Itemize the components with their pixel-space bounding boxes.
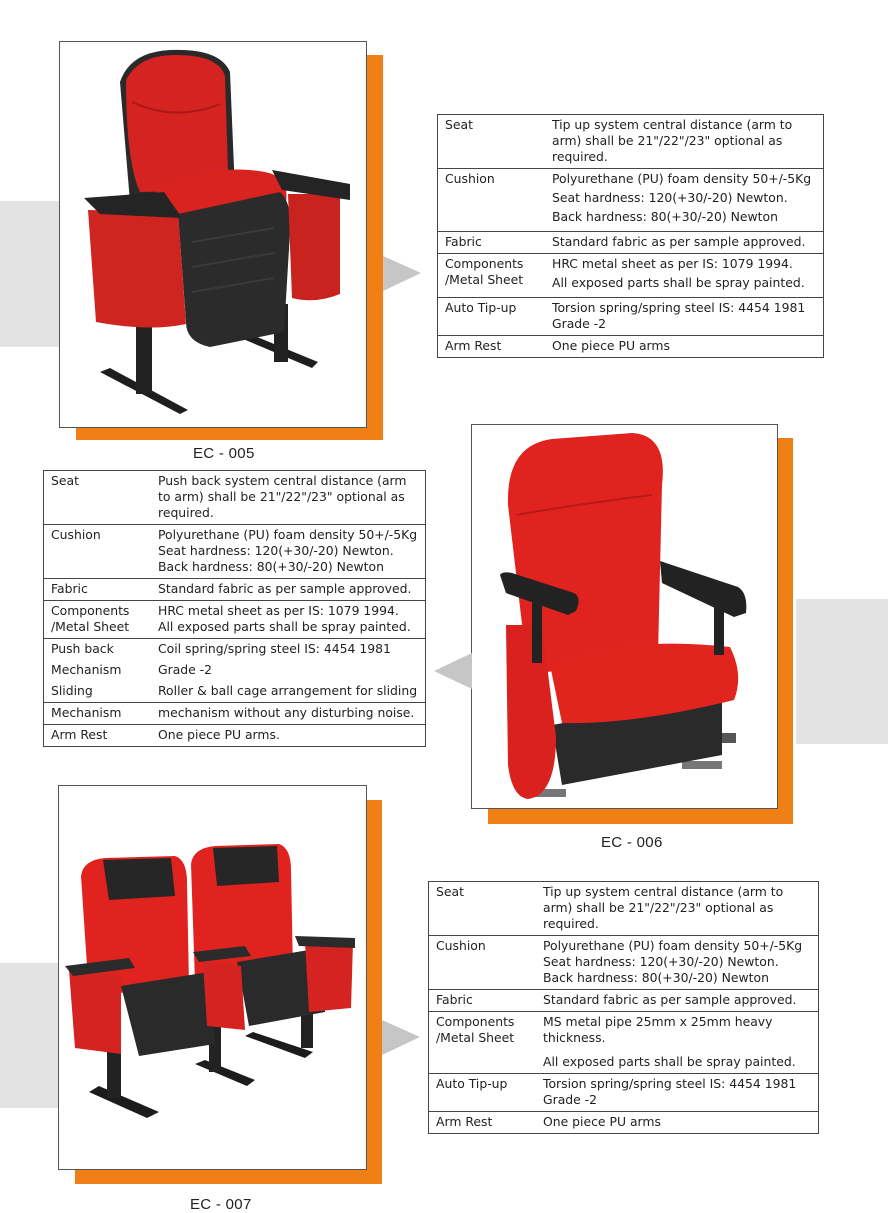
spec-value	[151, 639, 426, 661]
spec-label-line: Mechanism	[51, 662, 122, 677]
spec-label	[438, 254, 546, 298]
spec-value-line: Standard fabric as per sample approved.	[552, 234, 806, 249]
spec-label	[44, 639, 152, 661]
spec-label-line: /Metal Sheet	[436, 1030, 515, 1045]
spec-value-line: Back hardness: 80(+30/-20) Newton	[543, 970, 769, 985]
spec-row	[429, 882, 819, 936]
spec-label-line: Auto Tip-up	[445, 300, 517, 315]
spec-label-line: Sliding	[51, 683, 93, 698]
spec-label-line: Arm Rest	[51, 727, 108, 742]
spec-row	[438, 115, 824, 169]
spec-value	[151, 601, 426, 639]
spec-row	[438, 169, 824, 232]
spec-label	[429, 990, 537, 1012]
spec-value-line: Seat hardness: 120(+30/-20) Newton.	[552, 190, 788, 205]
spec-value	[536, 1112, 819, 1134]
spec-value	[151, 660, 426, 703]
spec-label	[429, 1112, 537, 1134]
pointer-arrow-ec005	[383, 254, 423, 294]
spec-value	[151, 725, 426, 747]
spec-label	[438, 169, 546, 232]
spec-value	[545, 254, 824, 298]
spec-value-line: Coil spring/spring steel IS: 4454 1981	[158, 641, 391, 656]
spec-row	[44, 660, 426, 703]
spec-value-line: Torsion spring/spring steel IS: 4454 1981 Grade -2	[552, 300, 806, 331]
spec-label	[429, 1012, 537, 1074]
spec-table-ec007	[428, 881, 819, 1134]
spec-value	[151, 703, 426, 725]
spec-value	[536, 1012, 819, 1074]
spec-value	[536, 1074, 819, 1112]
spec-label-line: Seat	[436, 884, 464, 899]
spec-value-line: mechanism without any disturbing noise.	[158, 705, 415, 720]
spec-value-line: One piece PU arms	[543, 1114, 661, 1129]
product-photo-ec006	[471, 424, 778, 809]
spec-label-line: Arm Rest	[436, 1114, 493, 1129]
spec-label	[44, 471, 152, 525]
spec-value	[545, 336, 824, 358]
spec-value-line: Tip up system central distance (arm to arm) shall be 21"/22"/23" optional as required.	[552, 117, 793, 164]
spec-label-line: Fabric	[436, 992, 473, 1007]
spec-value	[536, 990, 819, 1012]
spec-label-line: Cushion	[445, 171, 495, 186]
spec-value	[545, 169, 824, 232]
pointer-arrow-ec006	[432, 651, 472, 691]
spec-value-line: MS metal pipe 25mm x 25mm heavy thickness.	[543, 1014, 773, 1045]
spec-label	[438, 115, 546, 169]
spec-row	[44, 579, 426, 601]
spec-label	[44, 660, 152, 703]
spec-label-line: Seat	[445, 117, 473, 132]
chair-ec005-image	[60, 42, 366, 427]
spec-label	[438, 298, 546, 336]
spec-value-line: All exposed parts shall be spray painted.	[552, 275, 805, 290]
chair-ec006-image	[472, 425, 777, 808]
spec-value-line: One piece PU arms.	[158, 727, 280, 742]
spec-value-line: Polyurethane (PU) foam density 50+/-5Kg	[543, 938, 803, 953]
spec-label-line: Arm Rest	[445, 338, 502, 353]
spec-label-line: Mechanism	[51, 705, 122, 720]
spec-value	[536, 936, 819, 990]
spec-label-line: Seat	[51, 473, 79, 488]
spec-value	[536, 882, 819, 936]
spec-value-line: Seat hardness: 120(+30/-20) Newton.	[543, 954, 779, 969]
spec-label	[438, 232, 546, 254]
spec-row	[429, 990, 819, 1012]
spec-label	[429, 882, 537, 936]
side-band-left-top	[0, 201, 62, 347]
spec-row	[44, 639, 426, 661]
spec-label-line: Components	[436, 1014, 515, 1029]
spec-value-line: Polyurethane (PU) foam density 50+/-5Kg	[552, 171, 812, 186]
spec-value-line: HRC metal sheet as per IS: 1079 1994.	[552, 256, 793, 271]
spec-label	[429, 936, 537, 990]
spec-label-line: Cushion	[51, 527, 101, 542]
spec-value-line: Back hardness: 80(+30/-20) Newton	[552, 209, 778, 224]
spec-row	[44, 703, 426, 725]
product-caption-ec007: EC - 007	[190, 1196, 252, 1213]
product-photo-ec007	[58, 785, 367, 1170]
spec-label	[44, 703, 152, 725]
spec-table-ec006	[43, 470, 426, 747]
spec-value	[545, 298, 824, 336]
spec-value	[151, 579, 426, 601]
spec-row	[438, 336, 824, 358]
spec-row	[429, 1012, 819, 1074]
spec-value-line: Roller & ball cage arrangement for sliding	[158, 683, 418, 698]
spec-label-line: Fabric	[51, 581, 88, 596]
spec-value	[545, 115, 824, 169]
spec-label-line: Components	[445, 256, 524, 271]
spec-value-line: All exposed parts shall be spray painted.	[543, 1054, 796, 1069]
spec-value-line: One piece PU arms	[552, 338, 670, 353]
pointer-arrow-ec007	[382, 1018, 422, 1058]
spec-value	[151, 471, 426, 525]
spec-label	[44, 525, 152, 579]
spec-value-line: Polyurethane (PU) foam density 50+/-5Kg	[158, 527, 418, 542]
spec-label-line: /Metal Sheet	[51, 619, 130, 634]
spec-value-line: HRC metal sheet as per IS: 1079 1994.	[158, 603, 399, 618]
chair-ec007-image	[59, 786, 366, 1169]
spec-label-line: Auto Tip-up	[436, 1076, 508, 1091]
spec-value	[545, 232, 824, 254]
spec-value-line: All exposed parts shall be spray painted.	[158, 619, 411, 634]
spec-label	[44, 601, 152, 639]
spec-row	[429, 1112, 819, 1134]
spec-label	[429, 1074, 537, 1112]
side-band-left-bottom	[0, 963, 62, 1108]
spec-value-line: Push back system central distance (arm to arm) shall be 21"/22"/23" optional as required.	[158, 473, 407, 520]
spec-value-line: Torsion spring/spring steel IS: 4454 1981 Grade -2	[543, 1076, 797, 1107]
spec-value-line: Seat hardness: 120(+30/-20) Newton.	[158, 543, 394, 558]
product-photo-ec005	[59, 41, 367, 428]
spec-value-line: Standard fabric as per sample approved.	[543, 992, 797, 1007]
spec-value-line: Standard fabric as per sample approved.	[158, 581, 412, 596]
spec-row	[44, 525, 426, 579]
spec-row	[438, 232, 824, 254]
spec-row	[429, 936, 819, 990]
spec-value-line: Grade -2	[158, 662, 213, 677]
spec-label-line: Cushion	[436, 938, 486, 953]
spec-row	[44, 601, 426, 639]
spec-value-line: Back hardness: 80(+30/-20) Newton	[158, 559, 384, 574]
spec-value	[151, 525, 426, 579]
spec-label	[44, 725, 152, 747]
spec-label-line: Push back	[51, 641, 114, 656]
spec-table-ec005	[437, 114, 824, 358]
spec-row	[44, 471, 426, 525]
spec-label-line: Fabric	[445, 234, 482, 249]
spec-label	[44, 579, 152, 601]
spec-label-line: Components	[51, 603, 130, 618]
spec-row	[429, 1074, 819, 1112]
spec-row	[44, 725, 426, 747]
spec-row	[438, 298, 824, 336]
spec-label-line: /Metal Sheet	[445, 272, 524, 287]
spec-label	[438, 336, 546, 358]
product-caption-ec006: EC - 006	[601, 834, 663, 851]
side-band-right-middle	[796, 599, 888, 744]
product-caption-ec005: EC - 005	[193, 445, 255, 462]
spec-value-line: Tip up system central distance (arm to arm) shall be 21"/22"/23" optional as required.	[543, 884, 784, 931]
spec-row	[438, 254, 824, 298]
